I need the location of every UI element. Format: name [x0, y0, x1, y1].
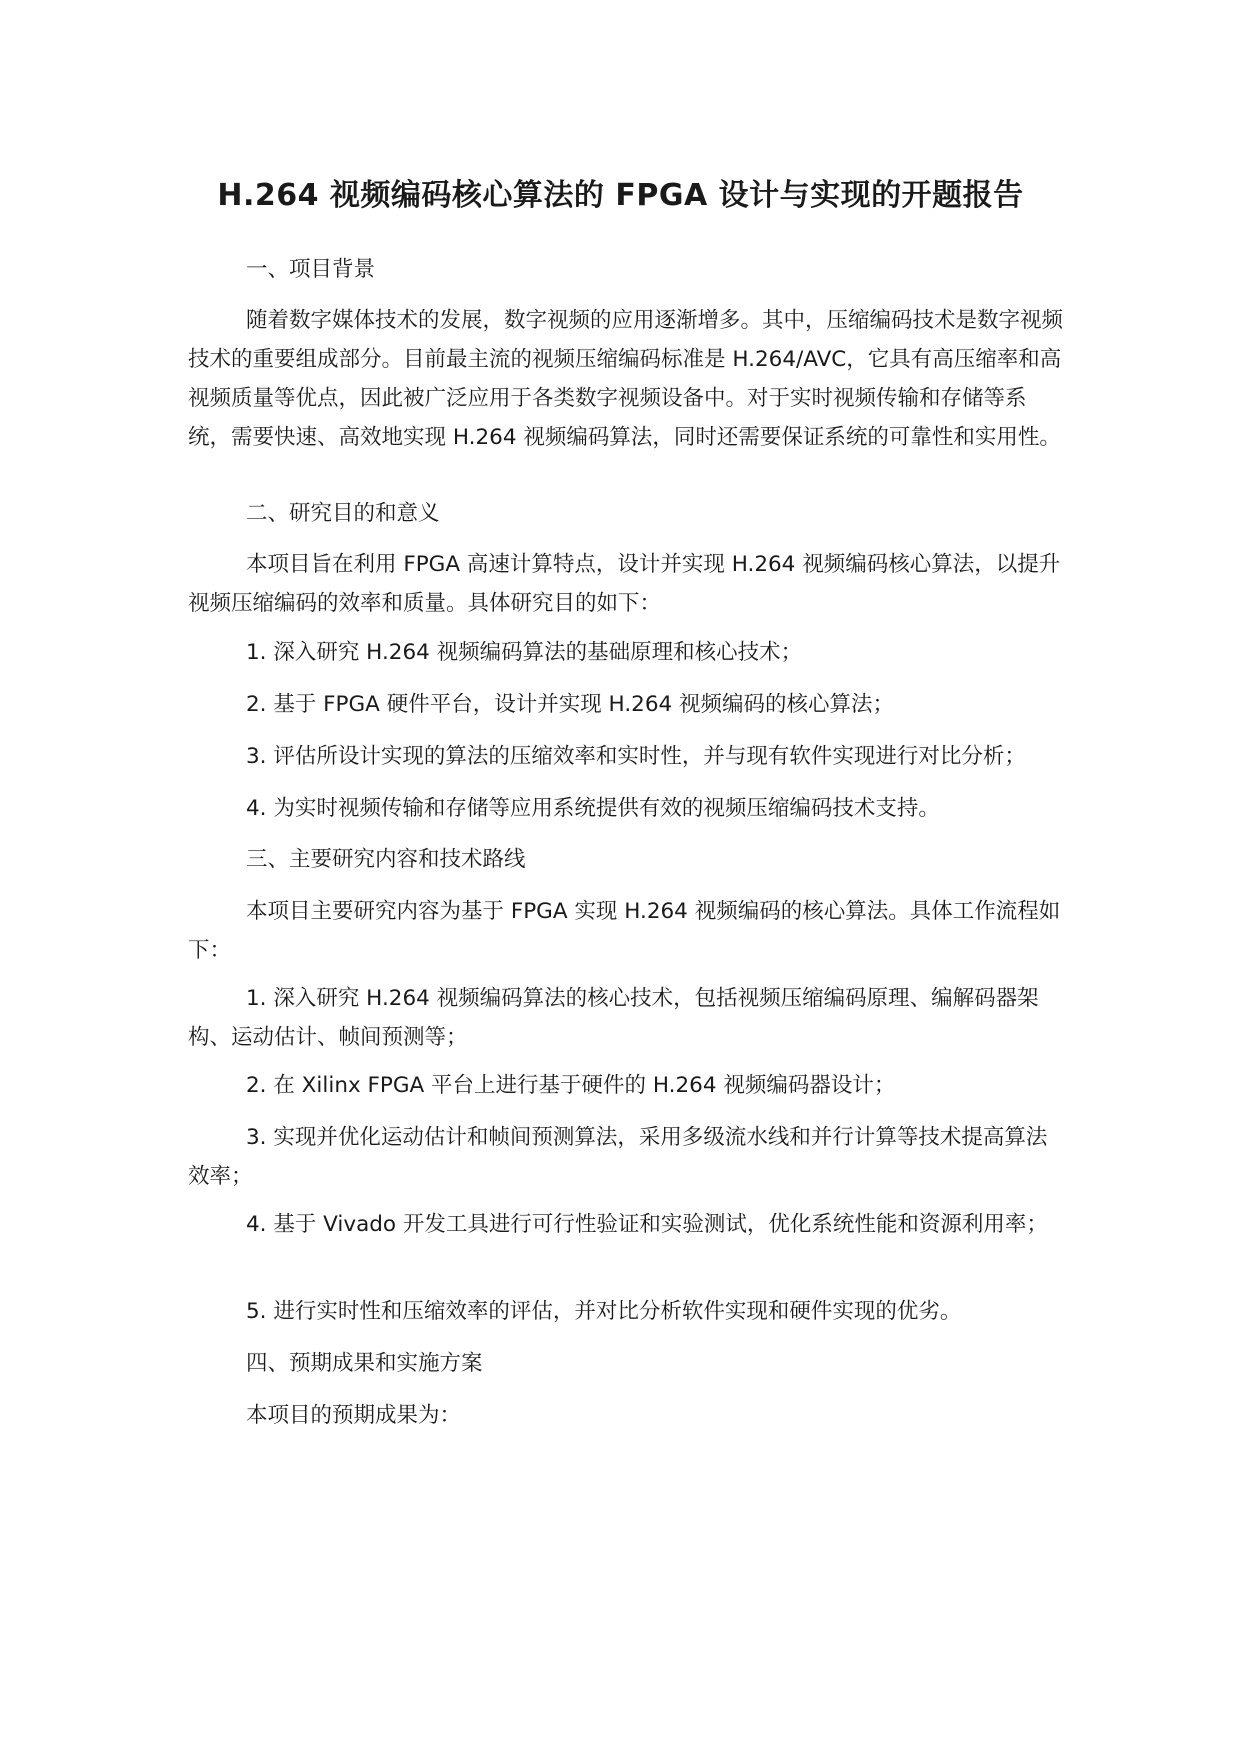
- list-item-purpose-2: 2. 基于 FPGA 硬件平台，设计并实现 H.264 视频编码的核心算法；: [246, 692, 895, 717]
- section-heading-content: 三、主要研究内容和技术路线: [246, 847, 526, 872]
- list-item-content-4: 4. 基于 Vivado 开发工具进行可行性验证和实验测试，优化系统性能和资源利用率；: [246, 1212, 1048, 1237]
- paragraph-purpose: 本项目旨在利用 FPGA 高速计算特点，设计并实现 H.264 视频编码核心算法，以提升视频压缩编码的效率和质量。具体研究目的如下：: [188, 552, 1061, 616]
- document-title: H.264 视频编码核心算法的 FPGA 设计与实现的开题报告: [217, 178, 1024, 213]
- section-heading-background: 一、项目背景: [246, 257, 376, 282]
- list-item-content-1: 1. 深入研究 H.264 视频编码算法的核心技术，包括视频压缩编码原理、编解码器架构、运动估计、帧间预测等；: [188, 986, 1039, 1050]
- list-item-purpose-1: 1. 深入研究 H.264 视频编码算法的基础原理和核心技术；: [246, 640, 803, 665]
- list-item-purpose-4: 4. 为实时视频传输和存储等应用系统提供有效的视频压缩编码技术支持。: [246, 796, 940, 821]
- paragraph-content: 本项目主要研究内容为基于 FPGA 实现 H.264 视频编码的核心算法。具体工作流程如下：: [188, 899, 1061, 963]
- paragraph-background: 随着数字媒体技术的发展，数字视频的应用逐渐增多。其中，压缩编码技术是数字视频技术的重要组成部分。目前最主流的视频压缩编码标准是 H.264/AVC，它具有高压缩率和高视频质量等优点，因此被广泛应用于各类数字视频设备中。对于实时视频传输和存储等系统，需要快速、高效地实现 H.264 视频编码算法，同时还需要保证系统的可靠性和实用性。: [188, 308, 1064, 450]
- list-item-content-5: 5. 进行实时性和压缩效率的评估，并对比分析软件实现和硬件实现的优劣。: [246, 1299, 962, 1324]
- paragraph-outcomes: 本项目的预期成果为：: [246, 1403, 462, 1428]
- list-item-purpose-3: 3. 评估所设计实现的算法的压缩效率和实时性，并与现有软件实现进行对比分析；: [246, 744, 1026, 769]
- section-heading-outcomes: 四、预期成果和实施方案: [246, 1351, 483, 1376]
- section-heading-purpose: 二、研究目的和意义: [246, 501, 440, 526]
- list-item-content-3: 3. 实现并优化运动估计和帧间预测算法，采用多级流水线和并行计算等技术提高算法效率；: [188, 1125, 1048, 1189]
- list-item-content-2: 2. 在 Xilinx FPGA 平台上进行基于硬件的 H.264 视频编码器设计；: [246, 1073, 896, 1098]
